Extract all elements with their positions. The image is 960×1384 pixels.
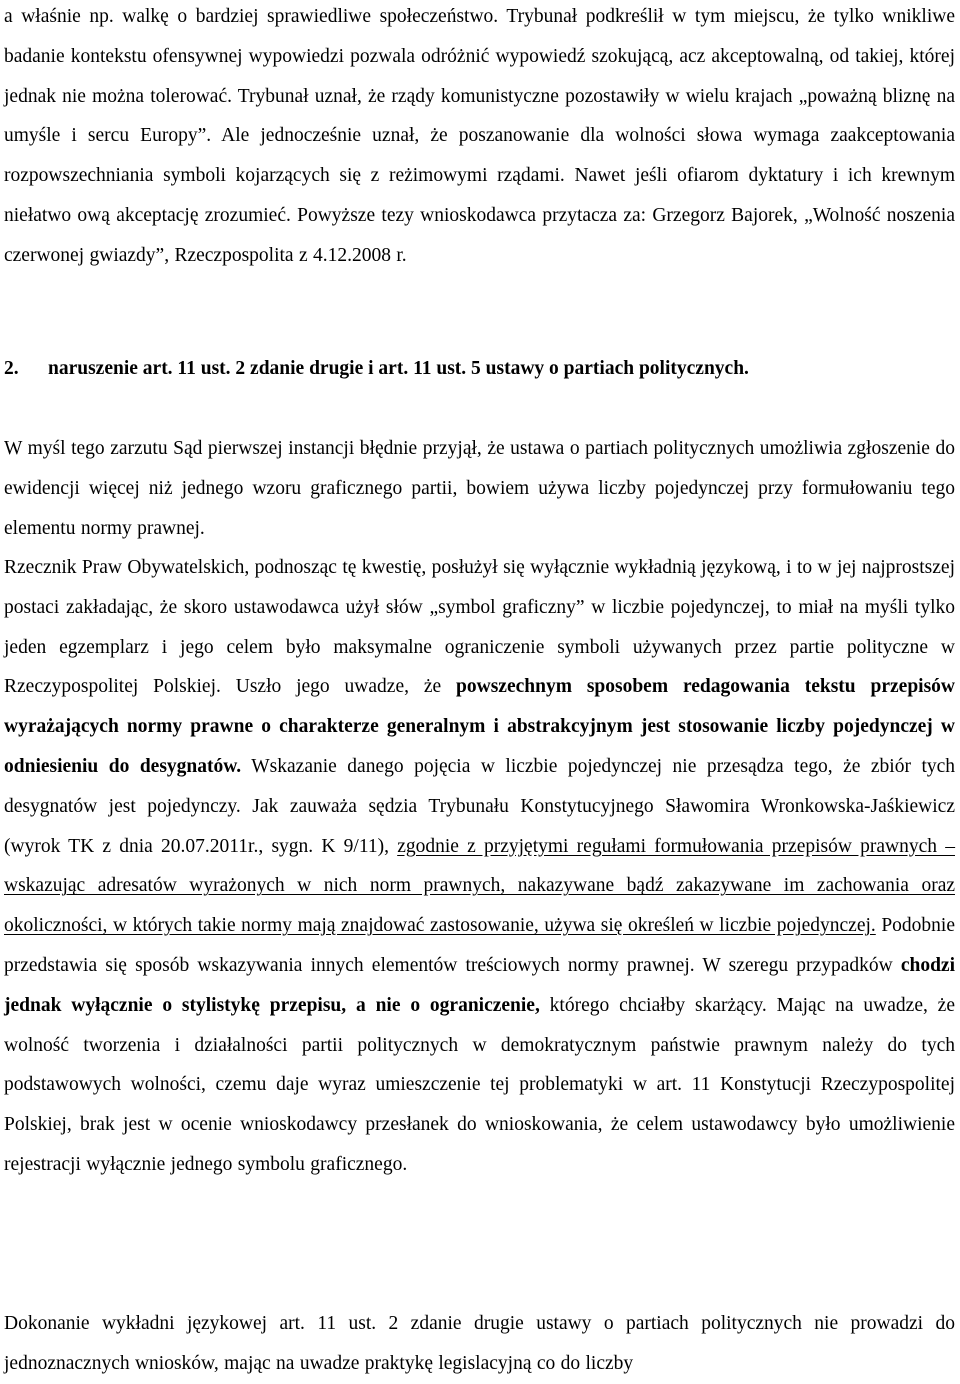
section-heading — [4, 354, 749, 384]
paragraph-echr-summary — [4, 0, 955, 276]
underlined-quote: zgodnie z przyjętymi regułami formułowania przepisów prawnych – wskazując adresatów wyrażonych w nich norm prawnych, nakazywane bądź zakazywane im zachowania oraz okoliczności, w których takie normy mają znajdować zastosowanie, używa się określeń w liczbie pojedynczej. — [4, 835, 955, 937]
paragraph-text: W myśl tego zarzutu Sąd pierwszej instancji błędnie przyjął, że ustawa o partiach politycznych umożliwia zgłoszenie do ewidencji więcej niż jednego wzoru graficznego partii, bowiem używa liczby pojedynczej przy formułowaniu tego elementu normy prawnej. — [4, 438, 955, 539]
paragraph-text: którego chciałby skarżący. Mając na uwadze, że wolność tworzenia i działalności partii politycznych w demokratycznym państwie prawnym należy do tych podstawowych wolności, czemu daje wyraz umieszczenie tej problematyki w art. 11 Konstytucji Rzeczypospolitej Polskiej, brak jest w ocenie wnioskodawcy przesłanek do wnioskowania, że celem ustawodawcy było umożliwienie rejestracji wyłącznie jednego symbolu graficznego. — [4, 994, 955, 1175]
paragraph-text: Wskazanie danego pojęcia w liczbie pojedynczej nie przesądza tego, że zbiór tych desygnatów jest pojedynczy. Jak zauważa sędzia Trybunału Konstytucyjnego Sławomira Wronkowska-Jaśkiewicz (wyrok TK z dnia 20.07.2011r., sygn. K 9/11), — [4, 755, 956, 857]
heading-number: 2. — [4, 358, 19, 379]
paragraph-text: Rzecznik Praw Obywatelskich, podnosząc tę kwestię, posłużył się wyłącznie wykładnią językową, i to w jej najprostszej postaci zakładając, że skoro ustawodawca użył słów „symbol graficzny” w liczbie pojedynczej, to miał na myśli tylko jeden egzemplarz i jego celem było maksymalne ograniczenie symboli używanych przez partie polityczne w Rzeczypospolitej Polskiej. Uszło jego uwadze, że — [4, 557, 955, 698]
paragraph-text: Dokonanie wykładni językowej art. 11 ust. 2 zdanie drugie ustawy o partiach politycznych nie prowadzi do jednoznacznych wniosków, mając na uwadze praktykę legislacyjną co do liczby — [4, 1313, 955, 1374]
paragraph-ombudsman-argument — [4, 548, 955, 1185]
bold-emphasis: powszechnym sposobem redagowania tekstu przepisów wyrażających normy prawne o charakterze generalnym i abstrakcyjnym jest stosowanie liczby pojedynczej w odniesieniu do desygnatów. — [4, 676, 955, 777]
bold-emphasis: chodzi jednak wyłącznie o stylistykę przepisu, a nie o ograniczenie, — [4, 954, 955, 1016]
paragraph-linguistic-interpretation — [4, 1304, 955, 1384]
paragraph-text: a właśnie np. walkę o bardziej sprawiedliwe społeczeństwo. Trybunał podkreślił w tym miejscu, że tylko wnikliwe badanie kontekstu ofensywnej wypowiedzi pozwala odróżnić wypowiedź szokującą, acz akceptowalną, od takiej, której jednak nie można tolerować. Trybunał uznał, że rządy komunistyczne pozostawiły w wielu krajach „poważną bliznę na umyśle i sercu Europy”. Ale jednocześnie uznał, że poszanowanie dla wolności słowa wymaga zaakceptowania rozpowszechniania symboli kojarzących się z reżimowymi rządami. Nawet jeśli ofiarom dyktatury i ich krewnym niełatwo ową akceptację zrozumieć. Powyższe tezy wnioskodawca przytacza za: Grzegorz Bajorek, „Wolność noszenia czerwonej gwiazdy”, Rzeczpospolita z 4.12.2008 r. — [4, 6, 955, 266]
paragraph-allegation — [4, 429, 955, 548]
paragraph-text: Podobnie przedstawia się sposób wskazywania innych elementów treściowych normy prawnej. W szeregu przypadków — [4, 915, 955, 976]
heading-text: naruszenie art. 11 ust. 2 zdanie drugie i art. 11 ust. 5 ustawy o partiach politycznych. — [48, 358, 749, 379]
